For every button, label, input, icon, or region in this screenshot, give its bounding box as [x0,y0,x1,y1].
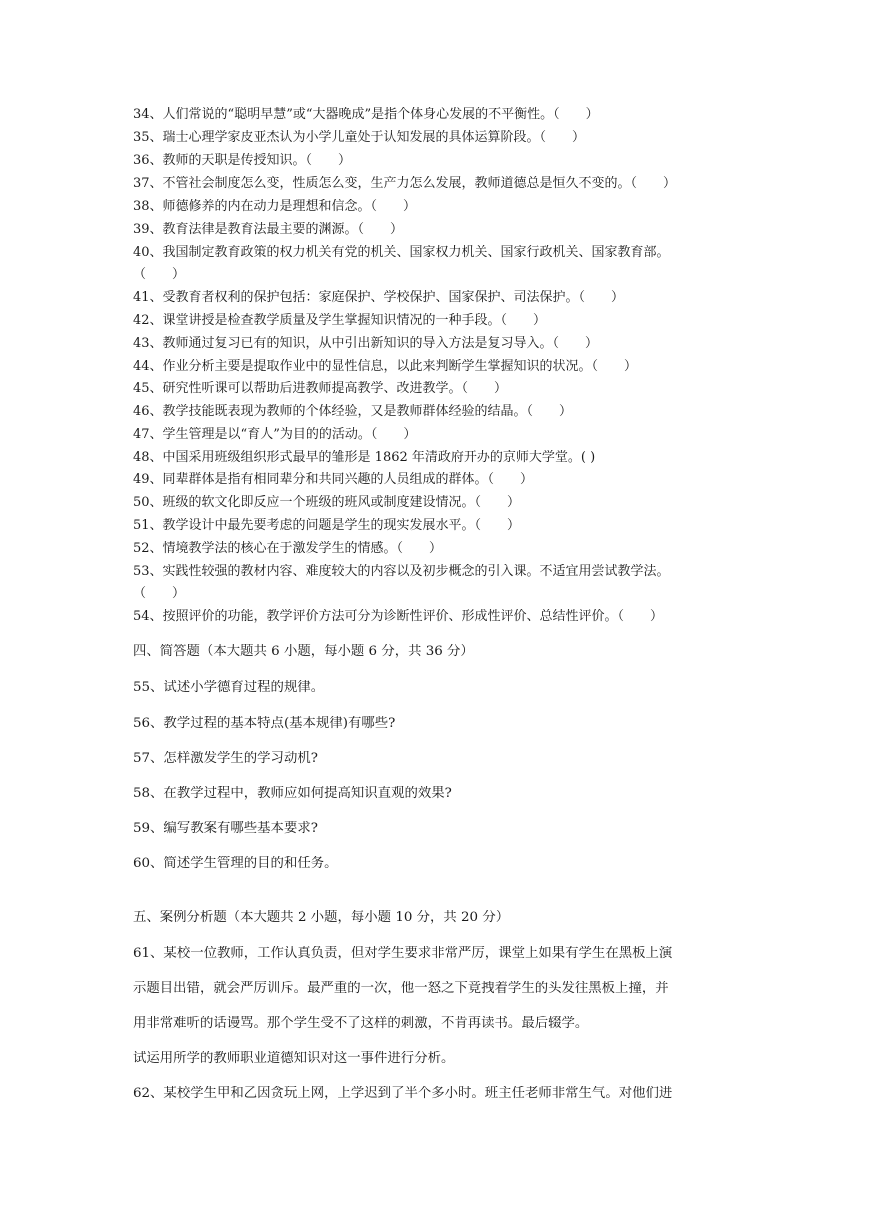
question-45: 45、研究性听课可以帮助后进教师提高教学、改进教学。（ ） [133,381,508,396]
question-40-bracket: （ ） [133,267,186,282]
question-62-line-1: 62、某校学生甲和乙因贪玩上网，上学迟到了半个多小时。班主任老师非常生气。对他们进 [133,1086,673,1101]
question-44: 44、作业分析主要是提取作业中的显性信息，以此来判断学生掌握知识的状况。（ ） [133,359,638,374]
question-37: 37、不管社会制度怎么变，性质怎么变，生产力怎么发展，教师道德总是恒久不变的。（ ） [133,176,677,191]
question-54: 54、按照评价的功能，教学评价方法可分为诊断性评价、形成性评价、总结性评价。（ ） [133,609,664,624]
question-57: 57、怎样激发学生的学习动机? [133,751,318,766]
question-48: 48、中国采用班级组织形式最早的雏形是 1862 年清政府开办的京师大学堂。( ) [133,450,596,465]
question-36: 36、教师的天职是传授知识。（ ） [133,153,352,168]
question-56: 56、教学过程的基本特点(基本规律)有哪些? [133,716,396,731]
question-60: 60、简述学生管理的目的和任务。 [133,856,338,871]
question-59: 59、编写教案有哪些基本要求? [133,821,318,836]
question-34: 34、人们常说的“聪明早慧”或“大器晚成”是指个体身心发展的不平衡性。（ ） [133,107,599,122]
question-35: 35、瑞士心理学家皮亚杰认为小学儿童处于认知发展的具体运算阶段。（ ） [133,130,586,145]
question-53-bracket: （ ） [133,586,186,601]
question-61-line-1: 61、某校一位教师，工作认真负责，但对学生要求非常严厉，课堂上如果有学生在黑板上演 [133,946,673,961]
section-4-title: 四、简答题（本大题共 6 小题，每小题 6 分，共 36 分） [133,644,474,659]
question-55: 55、试述小学德育过程的规律。 [133,680,325,695]
section-5-title: 五、案例分析题（本大题共 2 小题，每小题 10 分，共 20 分） [133,910,510,925]
question-52: 52、情境教学法的核心在于激发学生的情感。（ ） [133,541,443,556]
question-47: 47、学生管理是以“育人”为目的的活动。（ ） [133,427,417,442]
question-61-line-3: 用非常难听的话谩骂。那个学生受不了这样的刺激，不肯再读书。最后辍学。 [133,1016,589,1031]
question-46: 46、教学技能既表现为教师的个体经验，又是教师群体经验的结晶。（ ） [133,404,573,419]
question-42: 42、课堂讲授是检查教学质量及学生掌握知识情况的一种手段。（ ） [133,313,547,328]
question-49: 49、同辈群体是指有相同辈分和共同兴趣的人员组成的群体。（ ） [133,472,534,487]
question-43: 43、教师通过复习已有的知识，从中引出新知识的导入方法是复习导入。（ ） [133,336,599,351]
question-58: 58、在教学过程中，教师应如何提高知识直观的效果? [133,786,452,801]
question-39: 39、教育法律是教育法最主要的渊源。（ ） [133,222,404,237]
question-53: 53、实践性较强的教材内容、难度较大的内容以及初步概念的引入课。不适宜用尝试教学法。 [133,564,670,579]
question-40: 40、我国制定教育政策的权力机关有党的机关、国家权力机关、国家行政机关、国家教育部。 [133,245,670,260]
question-38: 38、师德修养的内在动力是理想和信念。（ ） [133,199,417,214]
question-61-prompt: 试运用所学的教师职业道德知识对这一事件进行分析。 [133,1051,455,1066]
question-41: 41、受教育者权利的保护包括：家庭保护、学校保护、国家保护、司法保护。（ ） [133,290,625,305]
question-61-line-2: 示题目出错，就会严厉训斥。最严重的一次，他一怒之下竟拽着学生的头发往黑板上撞，并 [133,981,669,996]
question-51: 51、教学设计中最先要考虑的问题是学生的现实发展水平。（ ） [133,518,521,533]
question-50: 50、班级的软文化即反应一个班级的班风或制度建设情况。（ ） [133,495,521,510]
